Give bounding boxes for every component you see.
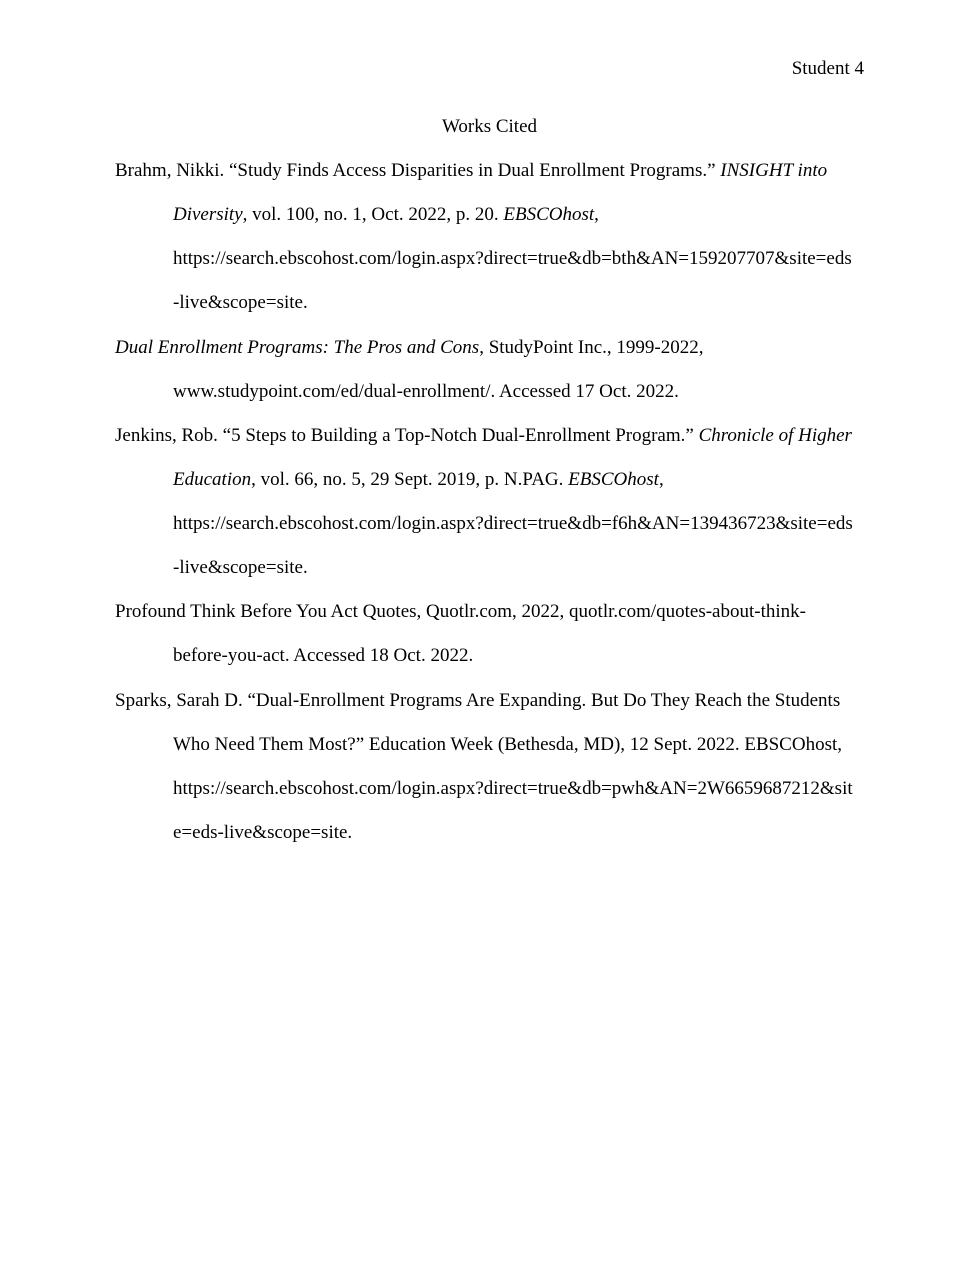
page-title: Works Cited: [441, 116, 538, 137]
citation-line: Diversity, vol. 100, no. 1, Oct. 2022, p. 20. EBSCOhost,: [173, 204, 599, 225]
citation-url-line: https://search.ebscohost.com/login.aspx?direct=true&db=pwh&AN=2W6659687212&sit: [173, 778, 853, 799]
citation-url-line: https://search.ebscohost.com/login.aspx?direct=true&db=f6h&AN=139436723&site=eds: [173, 513, 853, 534]
citation-url-line: -live&scope=site.: [173, 557, 308, 578]
citation-line: Sparks, Sarah D. “Dual-Enrollment Programs Are Expanding. But Do They Reach the Students: [115, 690, 841, 711]
citation-line: www.studypoint.com/ed/dual-enrollment/. Accessed 17 Oct. 2022.: [173, 381, 679, 402]
citation-line: Dual Enrollment Programs: The Pros and Cons, StudyPoint Inc., 1999-2022,: [115, 337, 704, 358]
running-head: Student 4: [791, 58, 864, 79]
citation-line: Education, vol. 66, no. 5, 29 Sept. 2019, p. N.PAG. EBSCOhost,: [173, 469, 664, 490]
citation-url-line: -live&scope=site.: [173, 292, 308, 313]
citation-line: Jenkins, Rob. “5 Steps to Building a Top-Notch Dual-Enrollment Program.” Chronicle of Higher: [115, 425, 852, 446]
citation-line: Profound Think Before You Act Quotes, Quotlr.com, 2022, quotlr.com/quotes-about-think-: [115, 601, 806, 622]
citation-url-line: https://search.ebscohost.com/login.aspx?direct=true&db=bth&AN=159207707&site=eds: [173, 248, 852, 269]
citation-line: Who Need Them Most?” Education Week (Bethesda, MD), 12 Sept. 2022. EBSCOhost,: [173, 734, 842, 755]
citation-url-line: e=eds-live&scope=site.: [173, 822, 353, 843]
citation-line: Brahm, Nikki. “Study Finds Access Disparities in Dual Enrollment Programs.” INSIGHT into: [115, 160, 828, 181]
citation-line: before-you-act. Accessed 18 Oct. 2022.: [173, 645, 474, 666]
